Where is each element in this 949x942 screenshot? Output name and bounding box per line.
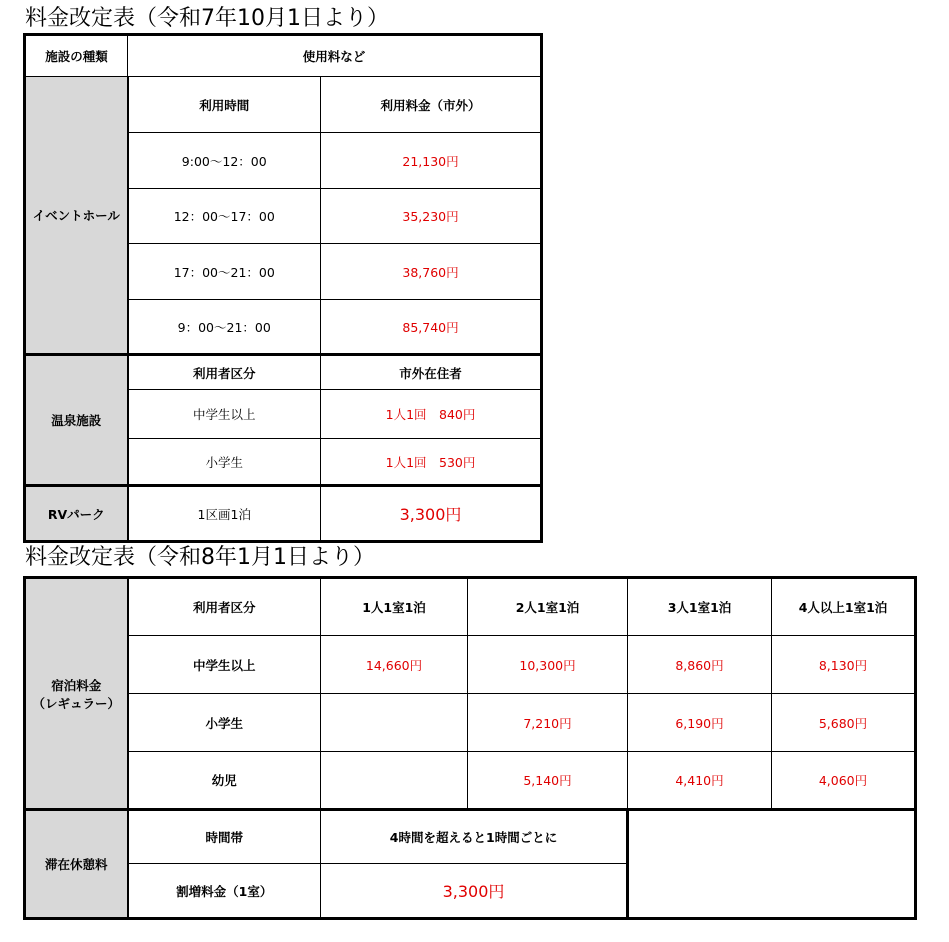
fee-cell: 38,760円 xyxy=(321,244,542,300)
fee-cell: 85,740円 xyxy=(321,300,542,355)
time-cell: 17：00～21：00 xyxy=(128,244,321,300)
table-row xyxy=(25,636,916,694)
category-hot-spring: 温泉施設 xyxy=(25,355,128,486)
col-2-persons: 2人1室1泊 xyxy=(468,578,628,636)
col-1-person: 1人1室1泊 xyxy=(321,578,468,636)
user-cell: 幼児 xyxy=(128,752,321,810)
heading-jan-2026: 料金改定表（令和8年1月1日より） xyxy=(25,545,375,570)
table-row xyxy=(25,694,916,752)
price-cell xyxy=(321,694,468,752)
price-cell: 6,190円 xyxy=(628,694,772,752)
blank-area xyxy=(628,810,916,919)
header-facility-type: 施設の種類 xyxy=(25,35,128,77)
user-cell: 小学生 xyxy=(128,694,321,752)
price-cell: 4,410円 xyxy=(628,752,772,810)
price-cell: 5,680円 xyxy=(772,694,916,752)
price-cell: 8,130円 xyxy=(772,636,916,694)
fee-cell: 35,230円 xyxy=(321,189,542,244)
surcharge-value: 3,300円 xyxy=(321,864,628,919)
fee-table-2025 xyxy=(23,33,543,543)
price-cell: 8,860円 xyxy=(628,636,772,694)
fee-table-2026 xyxy=(23,576,917,920)
price-cell: 5,140円 xyxy=(468,752,628,810)
price-cell xyxy=(321,752,468,810)
user-cell: 小学生 xyxy=(128,439,321,486)
col-user-category: 利用者区分 xyxy=(128,578,321,636)
col-4-persons: 4人以上1室1泊 xyxy=(772,578,916,636)
table-row xyxy=(25,752,916,810)
header-fees: 使用料など xyxy=(128,35,542,77)
col-usage-time: 利用時間 xyxy=(128,77,321,133)
col-3-persons: 3人1室1泊 xyxy=(628,578,772,636)
time-cell: 12：00～17：00 xyxy=(128,189,321,244)
category-rv-park: RVパーク xyxy=(25,486,128,542)
col-non-resident: 市外在住者 xyxy=(321,355,542,390)
rv-fee-cell: 3,300円 xyxy=(321,486,542,542)
col-user-category: 利用者区分 xyxy=(128,355,321,390)
surcharge-label: 割増料金（1室） xyxy=(128,864,321,919)
time-cell: 9:00～12：00 xyxy=(128,133,321,189)
price-cell: 7,210円 xyxy=(468,694,628,752)
fee-cell: 1人1回 840円 xyxy=(321,390,542,439)
lodging-label: 宿泊料金 xyxy=(51,677,102,693)
col-usage-fee: 利用料金（市外） xyxy=(321,77,542,133)
category-stay-rest: 滞在休憩料 xyxy=(25,810,128,919)
lodging-sublabel: （レギュラー） xyxy=(32,695,120,711)
price-cell: 14,660円 xyxy=(321,636,468,694)
user-cell: 中学生以上 xyxy=(128,390,321,439)
category-lodging xyxy=(25,578,128,810)
heading-oct-2025: 料金改定表（令和7年10月1日より） xyxy=(25,6,389,31)
time-slot-label: 時間帯 xyxy=(128,810,321,864)
user-cell: 中学生以上 xyxy=(128,636,321,694)
fee-cell: 21,130円 xyxy=(321,133,542,189)
price-cell: 4,060円 xyxy=(772,752,916,810)
category-event-hall: イベントホール xyxy=(25,77,128,355)
fee-cell: 1人1回 530円 xyxy=(321,439,542,486)
rv-unit-cell: 1区画1泊 xyxy=(128,486,321,542)
time-cell: 9：00～21：00 xyxy=(128,300,321,355)
time-slot-value: 4時間を超えると1時間ごとに xyxy=(321,810,628,864)
price-cell: 10,300円 xyxy=(468,636,628,694)
